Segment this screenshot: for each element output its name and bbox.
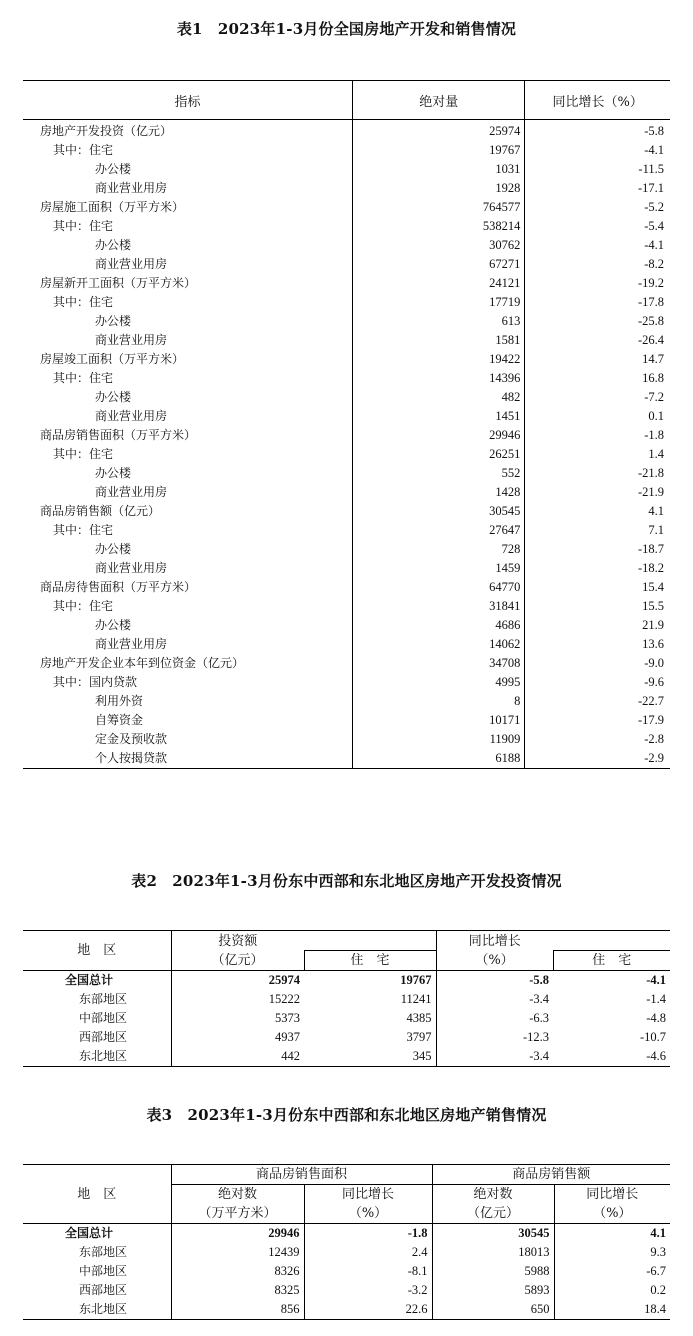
table2-body <box>23 971 670 1067</box>
area-value: 12439 <box>171 1243 304 1262</box>
absolute-value: 538214 <box>352 217 524 236</box>
table1-body <box>23 120 670 769</box>
amount-growth-value: -6.7 <box>554 1262 670 1281</box>
indicator-label: 房地产开发投资（亿元） <box>40 124 173 138</box>
growth-residential-value: -4.1 <box>646 973 666 987</box>
growth-value: -6.3 <box>436 1009 553 1028</box>
indicator-label: 其中：住宅 <box>53 143 114 157</box>
growth-value: -5.8 <box>436 971 553 991</box>
residential-value: 3797 <box>406 1030 432 1044</box>
table-row <box>23 597 670 616</box>
table1-header-absolute: 绝对量 <box>352 81 524 120</box>
area-growth-value: 2.4 <box>304 1243 432 1262</box>
residential-value: 11241 <box>400 992 432 1006</box>
table-row <box>23 1281 670 1300</box>
residential-value: 345 <box>412 1049 432 1063</box>
table2 <box>23 930 670 1067</box>
indicator-label: 其中：住宅 <box>53 295 114 309</box>
amount-growth-value: 4.1 <box>554 1224 670 1244</box>
indicator-label: 办公楼 <box>95 618 132 632</box>
indicator-label: 其中：住宅 <box>53 219 114 233</box>
table-row <box>23 350 670 369</box>
table2-header-region: 地 区 <box>23 931 171 971</box>
indicator-label: 商业营业用房 <box>95 637 168 651</box>
area-growth-value: -1.8 <box>304 1224 432 1244</box>
growth-value: -19.2 <box>637 276 664 290</box>
table2-header-growth-residential: 住 宅 <box>553 951 670 971</box>
growth-value: 14.7 <box>642 352 664 366</box>
indicator-label: 办公楼 <box>95 466 132 480</box>
absolute-value: 19422 <box>352 350 524 369</box>
area-value: 856 <box>171 1300 304 1320</box>
table-row <box>23 1262 670 1281</box>
indicator-label: 商品房销售面积（万平方米） <box>40 428 197 442</box>
absolute-value: 30545 <box>352 502 524 521</box>
region-label: 西部地区 <box>79 1030 128 1044</box>
indicator-label: 办公楼 <box>95 390 132 404</box>
table-row <box>23 236 670 255</box>
table-row <box>23 1224 670 1244</box>
table3-header-amount-unit: （亿元） <box>432 1204 554 1224</box>
indicator-label: 办公楼 <box>95 238 132 252</box>
growth-value: -21.8 <box>637 466 664 480</box>
indicator-label: 其中：住宅 <box>53 371 114 385</box>
table-row <box>23 749 670 769</box>
table2-header-investment-unit: （亿元） <box>171 951 304 971</box>
table2-header-investment: 投资额 <box>171 931 304 951</box>
growth-residential-value: -10.7 <box>639 1030 666 1044</box>
table3-header-area-unit: （万平方米） <box>171 1204 304 1224</box>
absolute-value: 552 <box>352 464 524 483</box>
indicator-label: 其中：国内贷款 <box>53 675 138 689</box>
table-row <box>23 635 670 654</box>
table3-header-amount-growth: 同比增长 <box>554 1185 670 1205</box>
table-row <box>23 540 670 559</box>
area-value: 8325 <box>171 1281 304 1300</box>
absolute-value: 482 <box>352 388 524 407</box>
table-row <box>23 990 670 1009</box>
absolute-value: 67271 <box>352 255 524 274</box>
amount-value: 5893 <box>432 1281 554 1300</box>
absolute-value: 1459 <box>352 559 524 578</box>
absolute-value: 24121 <box>352 274 524 293</box>
area-growth-value: 22.6 <box>304 1300 432 1320</box>
amount-growth-value: 9.3 <box>554 1243 670 1262</box>
table-row <box>23 198 670 217</box>
absolute-value: 19767 <box>352 141 524 160</box>
table-row <box>23 616 670 635</box>
table1 <box>23 80 670 769</box>
region-label: 东部地区 <box>79 1245 128 1259</box>
indicator-label: 办公楼 <box>95 314 132 328</box>
investment-value: 5373 <box>171 1009 304 1028</box>
table-row <box>23 483 670 502</box>
indicator-label: 其中：住宅 <box>53 447 114 461</box>
indicator-label: 商业营业用房 <box>95 561 168 575</box>
absolute-value: 11909 <box>352 730 524 749</box>
growth-value: -22.7 <box>637 694 664 708</box>
amount-value: 5988 <box>432 1262 554 1281</box>
growth-value: -11.5 <box>638 162 664 176</box>
growth-value: -5.4 <box>644 219 664 233</box>
amount-growth-value: 18.4 <box>554 1300 670 1320</box>
table-row <box>23 502 670 521</box>
table1-header-indicator: 指标 <box>23 81 352 120</box>
absolute-value: 17719 <box>352 293 524 312</box>
growth-value: 21.9 <box>642 618 664 632</box>
indicator-label: 房屋新开工面积（万平方米） <box>40 276 197 290</box>
table-row <box>23 578 670 597</box>
table-row <box>23 274 670 293</box>
growth-value: 13.6 <box>642 637 664 651</box>
absolute-value: 14062 <box>352 635 524 654</box>
table3-body <box>23 1224 670 1320</box>
growth-value: -4.1 <box>644 238 664 252</box>
growth-value: 7.1 <box>648 523 664 537</box>
absolute-value: 764577 <box>352 198 524 217</box>
absolute-value: 10171 <box>352 711 524 730</box>
amount-value: 30545 <box>432 1224 554 1244</box>
absolute-value: 29946 <box>352 426 524 445</box>
table2-header-growth: 同比增长 <box>436 931 553 951</box>
absolute-value: 26251 <box>352 445 524 464</box>
table-row <box>23 730 670 749</box>
table-row <box>23 369 670 388</box>
growth-value: -21.9 <box>637 485 664 499</box>
indicator-label: 商业营业用房 <box>95 409 168 423</box>
growth-value: -18.2 <box>637 561 664 575</box>
table-row <box>23 521 670 540</box>
growth-value: -25.8 <box>637 314 664 328</box>
table-row <box>23 160 670 179</box>
absolute-value: 1031 <box>352 160 524 179</box>
growth-value: -2.8 <box>644 732 664 746</box>
area-growth-value: -3.2 <box>304 1281 432 1300</box>
absolute-value: 31841 <box>352 597 524 616</box>
indicator-label: 房地产开发企业本年到位资金（亿元） <box>40 656 245 670</box>
residential-value: 4385 <box>406 1011 432 1025</box>
amount-growth-value: 0.2 <box>554 1281 670 1300</box>
table-row <box>23 1009 670 1028</box>
area-growth-value: -8.1 <box>304 1262 432 1281</box>
table3-header-amount-abs: 绝对数 <box>432 1185 554 1205</box>
absolute-value: 1428 <box>352 483 524 502</box>
absolute-value: 613 <box>352 312 524 331</box>
table3-title: 表3 2023年1-3月份东中西部和东北地区房地产销售情况 <box>146 1106 547 1124</box>
table-row <box>23 1028 670 1047</box>
growth-value: -17.8 <box>637 295 664 309</box>
indicator-label: 办公楼 <box>95 542 132 556</box>
indicator-label: 定金及预收款 <box>95 732 168 746</box>
table-row <box>23 692 670 711</box>
table3-header-region: 地 区 <box>23 1165 171 1224</box>
table-row <box>23 388 670 407</box>
area-value: 8326 <box>171 1262 304 1281</box>
region-label: 全国总计 <box>65 973 114 987</box>
table-row <box>23 1300 670 1320</box>
indicator-label: 办公楼 <box>95 162 132 176</box>
indicator-label: 房屋竣工面积（万平方米） <box>40 352 185 366</box>
investment-value: 4937 <box>171 1028 304 1047</box>
table-row <box>23 1047 670 1067</box>
table-row <box>23 255 670 274</box>
table3-header-area-abs: 绝对数 <box>171 1185 304 1205</box>
indicator-label: 其中：住宅 <box>53 523 114 537</box>
table-row <box>23 711 670 730</box>
absolute-value: 1928 <box>352 179 524 198</box>
table3-header-amount-growth-unit: （%） <box>554 1204 670 1224</box>
region-label: 中部地区 <box>79 1264 128 1278</box>
growth-value: -4.1 <box>644 143 664 157</box>
growth-value: -7.2 <box>644 390 664 404</box>
indicator-label: 商业营业用房 <box>95 333 168 347</box>
table-row <box>23 654 670 673</box>
indicator-label: 商业营业用房 <box>95 181 168 195</box>
region-label: 全国总计 <box>65 1226 114 1240</box>
residential-value: 19767 <box>400 973 432 987</box>
table3-header-area-growth-unit: （%） <box>304 1204 432 1224</box>
table2-header-growth-unit: （%） <box>436 951 553 971</box>
growth-value: -17.1 <box>637 181 664 195</box>
table-row <box>23 331 670 350</box>
table-row <box>23 426 670 445</box>
growth-value: 1.4 <box>648 447 664 461</box>
absolute-value: 8 <box>352 692 524 711</box>
region-label: 东北地区 <box>79 1049 128 1063</box>
growth-value: -17.9 <box>637 713 664 727</box>
growth-value: -12.3 <box>436 1028 553 1047</box>
table3 <box>23 1164 670 1320</box>
table3-header-amount-group: 商品房销售额 <box>432 1165 670 1185</box>
growth-value: 16.8 <box>642 371 664 385</box>
investment-value: 442 <box>171 1047 304 1067</box>
growth-value: 4.1 <box>648 504 664 518</box>
indicator-label: 商业营业用房 <box>95 485 168 499</box>
table1-title: 表1 2023年1-3月份全国房地产开发和销售情况 <box>176 20 517 38</box>
absolute-value: 14396 <box>352 369 524 388</box>
table2-title: 表2 2023年1-3月份东中西部和东北地区房地产开发投资情况 <box>131 872 562 890</box>
amount-value: 18013 <box>432 1243 554 1262</box>
absolute-value: 4995 <box>352 673 524 692</box>
table3-header-area-growth: 同比增长 <box>304 1185 432 1205</box>
table-row <box>23 293 670 312</box>
table-row <box>23 673 670 692</box>
region-label: 中部地区 <box>79 1011 128 1025</box>
indicator-label: 商品房销售额（亿元） <box>40 504 161 518</box>
absolute-value: 27647 <box>352 521 524 540</box>
region-label: 西部地区 <box>79 1283 128 1297</box>
region-label: 东北地区 <box>79 1302 128 1316</box>
table-row <box>23 217 670 236</box>
growth-value: -8.2 <box>644 257 664 271</box>
absolute-value: 6188 <box>352 749 524 769</box>
growth-value: -3.4 <box>436 990 553 1009</box>
absolute-value: 30762 <box>352 236 524 255</box>
absolute-value: 25974 <box>352 120 524 142</box>
growth-value: -3.4 <box>436 1047 553 1067</box>
table2-header-residential: 住 宅 <box>304 951 436 971</box>
indicator-label: 个人按揭贷款 <box>95 751 168 765</box>
table-row <box>23 464 670 483</box>
growth-residential-value: -4.6 <box>646 1049 666 1063</box>
growth-value: -9.0 <box>644 656 664 670</box>
indicator-label: 商业营业用房 <box>95 257 168 271</box>
growth-value: -2.9 <box>644 751 664 765</box>
table1-header-growth: 同比增长（%） <box>525 81 670 120</box>
growth-value: -18.7 <box>637 542 664 556</box>
growth-value: -9.6 <box>644 675 664 689</box>
table-row <box>23 559 670 578</box>
indicator-label: 利用外资 <box>95 694 144 708</box>
table-row <box>23 179 670 198</box>
table-row <box>23 971 670 991</box>
growth-value: 15.4 <box>642 580 664 594</box>
growth-residential-value: -4.8 <box>646 1011 666 1025</box>
absolute-value: 728 <box>352 540 524 559</box>
growth-value: 0.1 <box>648 409 664 423</box>
growth-value: -5.2 <box>644 200 664 214</box>
indicator-label: 其中：住宅 <box>53 599 114 613</box>
table-row <box>23 407 670 426</box>
growth-value: -26.4 <box>637 333 664 347</box>
amount-value: 650 <box>432 1300 554 1320</box>
table-row <box>23 1243 670 1262</box>
absolute-value: 1451 <box>352 407 524 426</box>
growth-value: -5.8 <box>644 124 664 138</box>
region-label: 东部地区 <box>79 992 128 1006</box>
absolute-value: 64770 <box>352 578 524 597</box>
investment-value: 25974 <box>171 971 304 991</box>
indicator-label: 自筹资金 <box>95 713 144 727</box>
table-row <box>23 312 670 331</box>
indicator-label: 房屋施工面积（万平方米） <box>40 200 185 214</box>
table-row <box>23 445 670 464</box>
absolute-value: 4686 <box>352 616 524 635</box>
table-row <box>23 141 670 160</box>
absolute-value: 1581 <box>352 331 524 350</box>
growth-value: -1.8 <box>644 428 664 442</box>
area-value: 29946 <box>171 1224 304 1244</box>
absolute-value: 34708 <box>352 654 524 673</box>
growth-value: 15.5 <box>642 599 664 613</box>
table3-header-area-group: 商品房销售面积 <box>171 1165 432 1185</box>
indicator-label: 商品房待售面积（万平方米） <box>40 580 197 594</box>
investment-value: 15222 <box>171 990 304 1009</box>
growth-residential-value: -1.4 <box>646 992 666 1006</box>
table-row <box>23 120 670 142</box>
